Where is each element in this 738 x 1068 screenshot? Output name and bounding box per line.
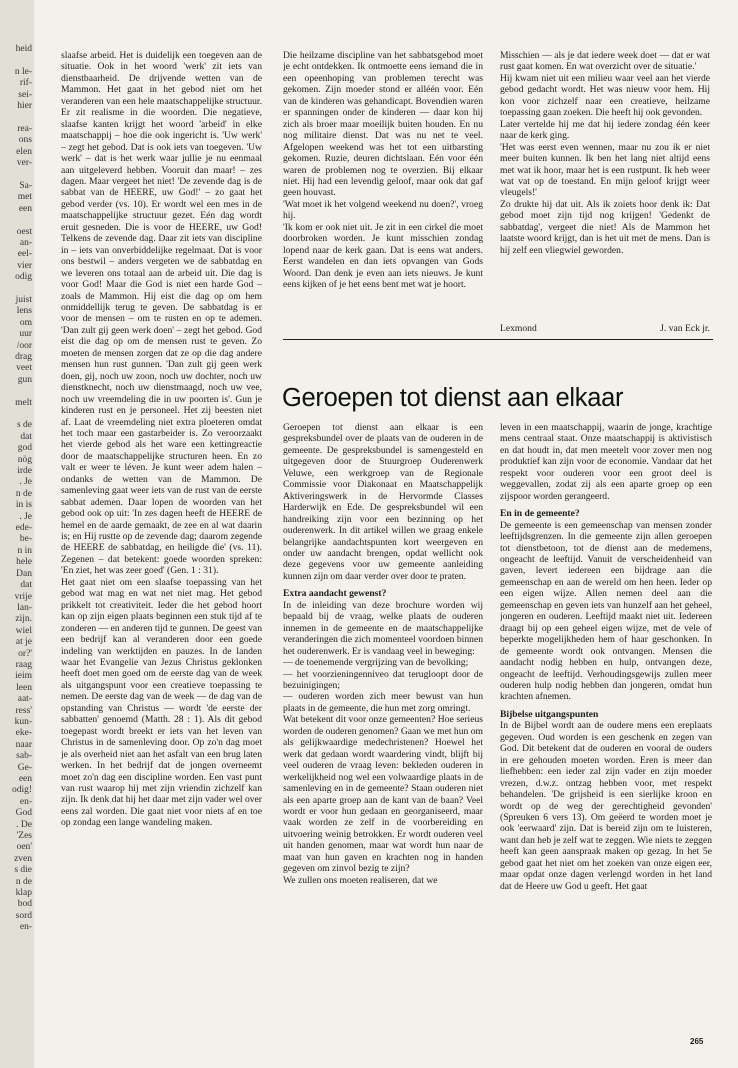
- signature-place: Lexmond: [500, 323, 537, 334]
- paragraph: 'Wat moet ik het volgend weekend nu doen?', vroeg hij.: [283, 198, 483, 222]
- paragraph: Later vertelde hij me dat hij iedere zondag één keer naar de kerk ging.: [500, 118, 710, 142]
- paragraph: Het gaat niet om een slaafse toepassing van het gebod wat mag en wat net niet mag. Het gebod prikkelt tot creativiteit. Ieder die het gebod hoort kan op zijn eigen plaats beginnen een stuk tijd af te zonderen — en anderen tijd te gunnen. De geest van een bedrijf kan al veranderen door een goede indeling van werktijden en pauzes. In de landen waar het Evangelie van Jezus Christus geklonken heeft doet men goed om de eerste dag van de week als uitgangspunt voor een creatieve toepassing te nemen. De eerste dag van de week — de dag van de opstanding van Christus — wordt 'de eerste der sabbatten' genoemd (Matth. 28 : 1). Als dit gebod toegepast wordt breekt er iets van het leven van Christus in de samenleving door. Op zo'n dag moet je als overheid niet aan het asfalt van een brug laten werken. In het bedrijf dat de jongen overneemt moet zo'n dag een discipline worden. Een vast punt van rust waarop hij met zijn vriendin zichzelf kan zijn. Ik denk dat hij het daar met zijn vader wel over eens zal worden. Die gaat niet voor niets af en toe op zondag een lange wandeling maken.: [61, 576, 262, 829]
- article-column-2: [283, 50, 483, 328]
- page-number: 265: [690, 1037, 704, 1046]
- paragraph: In de Bijbel wordt aan de oudere mens een ereplaats gegeven. Oud worden is een geschenk en zegen van God. Dit betekent dat de ouderen en vooral de ouders in ere gehouden moeten worden. Eren is meer dan liefhebben: een ieder zal zijn vader en zijn moeder vrezen, d.w.z. ontzag hebben voor, met respekt behandelen. 'De grijsheid is een sierlijke kroon en wordt op de weg der gerechtigheid gevonden' (Spreuken 6 vers 13). Om geëerd te worden moet je ook 'eerwaard' zijn. Dat is bereid zijn om te luisteren, want dan heb je zelf wat te zeggen. Wie niets te zeggen heeft kan geen aanspraak maken op gezag. In het 5e gebod gaat het niet om het zoeken van onze eigen eer, maar opdat onze dagen verlengd worden in het land dat de Heere uw God u geeft. Het gaat: [500, 720, 712, 892]
- article-column-1: [61, 50, 262, 1035]
- paragraph: slaafse arbeid. Het is duidelijk een toegeven aan de situatie. Ook in het woord 'werk' zit iets van dienstbaarheid. De drijvende wetten van de Mammon. Het gaat in het gebod niet om het veranderen van een hele maatschappelijke structuur. Er zit realisme in die woorden. Die negatieve, slaafse kanten krijgt het woord 'arbeid' in elke maatschappij – hoe die ook ingericht is. 'Uw werk' – zegt het gebod. Dat is ook iets van toegeven. 'Uw werk' – dat is het werk waar jullie je nu eenmaal aan uitgeleverd hebben. Vooruit dan maar! – zes dagen. Maar vergeet het niet! 'De zevende dag is de sabbat van de HEERE, uw God!' – zo gaat het gebod verder (vs. 10). Er wordt wel een mes in de maatschappelijke structuur gezet. Eén dag wordt eruit gesneden. Die is voor de HEERE, uw God! Telkens de zevende dag. Daar zit iets van discipline in – iets van onverbiddelijke regelmaat. Dat is voor ons bestwil – anders vergeten we de sabbatdag en we leveren ons totaal aan de arbeid uit. Die dag is voor God! Maar die God is niet een harde God – zoals de Mammon. Hij eist die dag op om hem onmiddellijk terug te geven. De sabbatdag is er voor de mensen – om te rusten en op te ademen. 'Dan zult gij geen werk doen' – zegt het gebod. God eist die dag op om de mensen rust te geven. Zo moeten de mensen zorgen dat ze op die dag andere mensen hun rust gunnen. 'Dan zult gij geen werk doen, gij, noch uw zoon, noch uw dochter, noch uw dienstknecht, noch uw dienstmaagd, noch uw vee, noch uw vreemdeling die in uw poorten is'. Gun je kinderen rust en je personeel. Het zij beesten niet af. Laat de vreemdeling niet extra ploeteren omdat het toch maar een gastarbeider is. Zo veroorzaakt het vierde gebod als het ware een kettingreactie door de maatschappelijke structuren heen. En zo valt er weer te léven. Je kunt weer adem halen – ondanks de wetten van de Mammon. De samenleving gaat weer iets van de rust van de eerste sabbat ademen. Daar lopen de woorden van het gebod ook op uit: 'In zes dagen heeft de HEERE de hemel en de aarde gemaakt, de zee en al wat daarin is; en Hij rustte op de zevende dag; daarom zegende de HEERE de sabbatdag, en heiligde die' (vs. 11). Zegenen – dat betekent: goede woorden spreken: 'En ziet, het was zeer goed' (Gen. 1 : 31).: [61, 50, 262, 577]
- paragraph: 'Het was eerst even wennen, maar nu zou ik er niet meer buiten kunnen. Ik ben het lang niet altijd eens met wat ik hoor, maar het is een rustpunt. Ik heb weer wat vat op de toestand. En mijn geloof krijgt weer vleugels!': [500, 141, 710, 199]
- paragraph: Misschien — als je dat iedere week doet — dat er wat rust gaat komen. En wat overzicht over de situatie.': [500, 50, 710, 73]
- paragraph: Wat betekent dit voor onze gemeenten? Hoe serieus worden de ouderen genomen? Gaan we met hun om als gelijkwaardige medechristenen? Hoewel het werk dat gedaan wordt waardering vindt, blijft bij veel ouderen de vraag leven: bekleden ouderen in werkelijkheid nog wel een volwaardige plaats in de samenleving en in de gemeente? Staan ouderen niet als een aparte groep aan de kant van de baan? Veel wordt er voor hun gedaan en georganiseerd, maar vaak worden ze zelf in de voorbereiding en uitvoering weinig betrokken. Er wordt ouderen veel uit handen genomen, maar wat wordt hun naar de maat van hun gaven en krachten nog in handen gegeven om zinvol bezig te zijn?: [283, 714, 483, 875]
- subheading: En in de gemeente?: [500, 508, 580, 520]
- paragraph: — ouderen worden zich meer bewust van hun plaats in de gemeente, die hun met zorg omringt.: [283, 691, 483, 714]
- paragraph: Hij kwam niet uit een milieu waar veel aan het vierde gebod gedacht wordt. Het was nieuw voor hem. Hij kon voor zichzelf naar een creatieve, heilzame toepassing gaan zoeken. Die heeft hij ook gevonden.: [500, 72, 710, 119]
- adjacent-page-text: heid n le- rif- sei- hier rea- ons elen ver- Sa- met een oest an- eel- vier odig juist lens om uur /oor drag veet gun melt s de dat god nög irde . Je n de in is . Je ede- be- n in hele Dan dat vrije lan- zijn. wiel at je or?' raag ieim leen aat- ress' kun- eke- naar sab- Ge- een odig! en- God . De 'Zes oen' zven s die n de klap bod sord en-: [11, 44, 32, 933]
- paragraph: Zo drukte hij dat uit. Als ik zoiets hoor denk ik: Dat gebod moet zijn tijd nog krijgen! 'Gedenkt de sabbatdag', vergeet die niet! Als de Mammon het laatste woord krijgt, dan is het uit met de mens. Dan is hij zelf een vliegwiel geworden.: [500, 198, 710, 256]
- subheading: Extra aandacht gewenst?: [283, 588, 387, 600]
- paragraph: 'Ik kom er ook niet uit. Je zit in een cirkel die moet doorbroken worden. Je kunt misschien zondag lopend naar de kerk gaan. Dat is eens wat anders. Eerst wandelen en dan iets opvangen van Gods Woord. Dan denk je even aan iets nieuws. Je kunt eens kijken of je het eens bent met wat je hoort.: [283, 221, 483, 291]
- subheading: Bijbelse uitgangspunten: [500, 708, 599, 720]
- article-headline: Geroepen tot dienst aan elkaar: [282, 384, 624, 412]
- article2-column-1: [283, 422, 483, 1030]
- article2-column-2: [500, 422, 712, 1030]
- article-column-3: [500, 50, 710, 318]
- signature-author: J. van Eck jr.: [660, 323, 710, 334]
- paragraph: In de inleiding van deze brochure worden wij bepaald bij de vraag, welke plaats de ouderen innemen in de gemeente en de maatschappelijke veranderingen die zich momenteel voordoen binnen het ouderenwerk. Er is vandaag veel in beweging:: [283, 599, 483, 657]
- paragraph: De gemeente is een gemeenschap van mensen zonder leeftijdsgrenzen. In die gemeente zijn allen geroepen tot dienstbetoon, tot de dienst aan de medemens, ongeacht de leeftijd. Vanuit de verscheidenheid van gaven, levert iedereen een bijdrage aan die gemeenschap en aan de wereld om hen heen. Ieder op een eigen wijze. Allen nemen deel aan die gemeenschap en geven iets van hunzelf aan het geheel, jongeren en ouderen. Leeftijd maakt niet uit. Iedereen draagt bij op een geheel eigen wijze, met de vele of beperkte mogelijkheden hem of haar geschonken. In de gemeente wordt ook ontvangen. Mensen die aandacht nodig hebben en hulp, ontvangen deze, ongeacht de leeftijd. Verhoudingsgewijs zullen meer ouderen hulp nodig hebben dan jongeren, omdat hun krachten afnemen.: [500, 519, 712, 703]
- paragraph: leven in een maatschappij, waarin de jonge, krachtige mens centraal staat. Onze maatschappij is aktivistisch en dat houdt in, dat men meetelt voor zover men nog produktief kan zijn voor de economie. Vandaar dat het respekt voor ouderen voor een groot deel is weggevallen, zodat zij als een aparte groep op een zijspoor worden gerangeerd.: [500, 422, 712, 502]
- paragraph: Geroepen tot dienst aan elkaar is een gespreksbundel over de plaats van de ouderen in de gemeente. De gespreksbundel is samengesteld en uitgegeven door de Stuurgroep Ouderenwerk Veluwe, een werkgroep van de Regionale Commissie voor Diakonaat en Maatschappelijk Aktiveringswerk in de Hervormde Classes Harderwijk en Ede. De gespreksbundel wil een handreiking zijn voor een bezinning op het ouderenwerk. In dit artikel willen we graag enkele belangrijke aandachtspunten kort weergeven en onder uw aandacht brengen, opdat wellicht ook deze gegevens voor uw gemeente aanleiding kunnen zijn om daar verder over door te praten.: [283, 422, 483, 582]
- paragraph: Die heilzame discipline van het sabbatsgebod moet je echt ontdekken. Ik ontmoette eens iemand die in een opeenhoping van problemen terecht was gekomen. Zijn moeder stond er alléén voor. Eén van de kinderen was gehandicapt. Bovendien waren er spanningen onder de kinderen — daar kon hij zich als broer maar moeilijk buiten houden. En nu nog militaire dienst. Dat was nu net te veel. Afgelopen weekend was het tot een uitbarsting gekomen. Ruzie, deuren dichtslaan. Eén voor één waren de problemen nog te overzien. Bij elkaar niet. Hij had een levendig geloof, maar ook dat gaf geen houvast.: [283, 50, 483, 199]
- paragraph: — het voorzieningenniveo dat terugloopt door de bezuinigingen;: [283, 668, 483, 691]
- paragraph: — de toenemende vergrijzing van de bevolking;: [283, 657, 469, 669]
- paragraph: We zullen ons moeten realiseren, dat we: [283, 874, 438, 886]
- adjacent-page-strip: [0, 0, 35, 1068]
- signature: [500, 323, 710, 334]
- section-rule: [283, 339, 713, 340]
